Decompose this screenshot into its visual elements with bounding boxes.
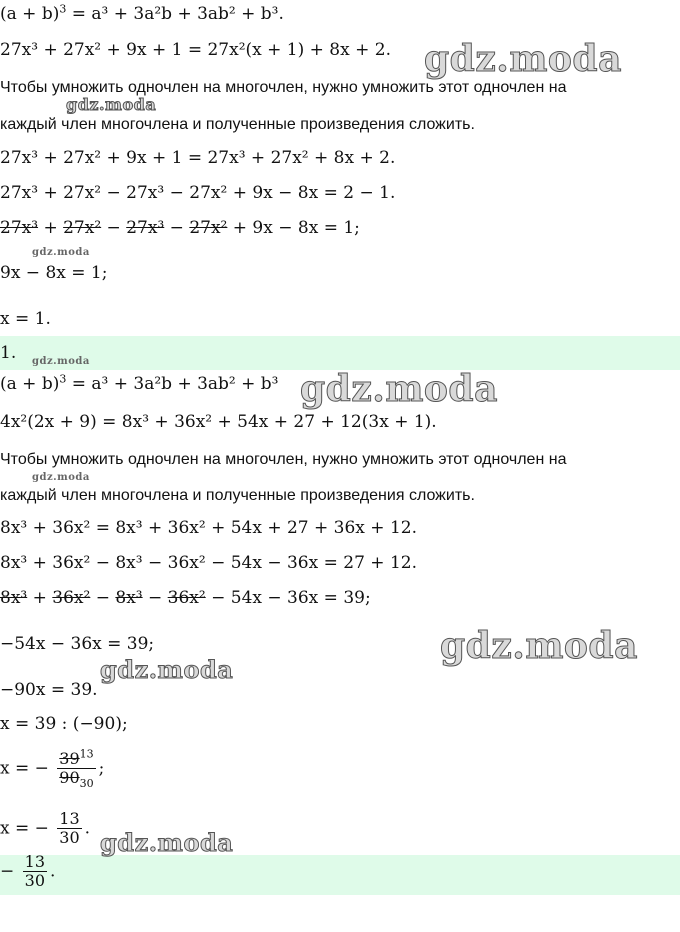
watermark-logo: gdz.moda	[32, 247, 90, 258]
equation-2-line-5: 8x³ + 36x² − 8x³ − 36x² − 54x − 36x = 39;	[0, 588, 371, 608]
watermark-logo: gdz.moda	[66, 95, 157, 114]
fraction-line-1: x = − $\frac{39^{13}}{90_{30}}$ ;	[0, 747, 105, 791]
equation-2-line-4: 8x³ + 36x² − 8x³ − 36x² − 54x − 36x = 27 + 12.	[0, 553, 417, 573]
equation-line-3: 27x³ + 27x² + 9x + 1 = 27x³ + 27x² + 8x + 2.	[0, 148, 396, 168]
watermark-logo: gdz.moda	[300, 368, 498, 410]
cube-rhs: = a³ + 3a²b + 3ab² + b³.	[71, 4, 284, 24]
cube-lhs: (a + b)	[0, 4, 60, 24]
rule-text-2-line-1: Чтобы умножить одночлен на многочлен, нужно умножить этот одночлен на	[0, 451, 567, 468]
cube-formula-2: $(a + b)^3 = a^3 + 3a^2b + 3ab^2 + b^3$	[0, 372, 279, 394]
watermark-logo: gdz.moda	[100, 655, 234, 684]
section-number-highlight	[0, 336, 680, 370]
equation-2-line-7: −90x = 39.	[0, 680, 98, 700]
rule-text-line-2: каждый член многочлена и полученные произведения сложить.	[0, 116, 475, 133]
equation-2-line-3: 8x³ + 36x² = 8x³ + 36x² + 54x + 27 + 36x + 12.	[0, 518, 417, 538]
cancelled-terms: 27x³	[0, 218, 39, 238]
rule-text-line-1: Чтобы умножить одночлен на многочлен, нужно умножить этот одночлен на	[0, 79, 567, 96]
equation-line-2: 27x³ + 27x² + 9x + 1 = 27x²(x + 1) + 8x + 2.	[0, 40, 391, 60]
equation-2-line-6: −54x − 36x = 39;	[0, 634, 155, 654]
watermark-logo: gdz.moda	[32, 356, 90, 367]
answer-2: − $\frac{13}{30}$ .	[0, 852, 56, 890]
watermark-logo: gdz.moda	[424, 38, 622, 80]
cube-formula-1: $(a + b)^3 = a^3 + 3a^2b + 3ab^2 + b^3$.	[0, 2, 284, 24]
equation-2-line-8: x = 39 : (−90);	[0, 714, 128, 734]
fraction-result: $\frac{13}{30}$	[59, 809, 80, 847]
fraction-line-2: x = − $\frac{13}{30}$ .	[0, 809, 91, 847]
answer-1: x = 1.	[0, 309, 51, 329]
equation-line-4: 27x³ + 27x² − 27x³ − 27x² + 9x − 8x = 2 − 1.	[0, 183, 396, 203]
watermark-logo: gdz.moda	[32, 472, 90, 483]
equation-line-5: 27x³ + 27x² − 27x³ − 27x² + 9x − 8x = 1;	[0, 218, 360, 238]
equation-line-6: 9x − 8x = 1;	[0, 263, 108, 283]
answer-highlight	[0, 852, 680, 895]
answer-fraction: $\frac{13}{30}$	[24, 852, 46, 890]
watermark-logo: gdz.moda	[440, 625, 638, 667]
equation-2-line-2: 4x²(2x + 9) = 8x³ + 36x² + 54x + 27 + 12(3x + 1).	[0, 412, 437, 432]
rule-text-2-line-2: каждый член многочлена и полученные произведения сложить.	[0, 487, 475, 504]
section-number: 1.	[0, 343, 17, 363]
fraction-reduction: $\frac{39^{13}}{90_{30}}$	[59, 747, 94, 791]
watermark-logo: gdz.moda	[100, 828, 234, 857]
